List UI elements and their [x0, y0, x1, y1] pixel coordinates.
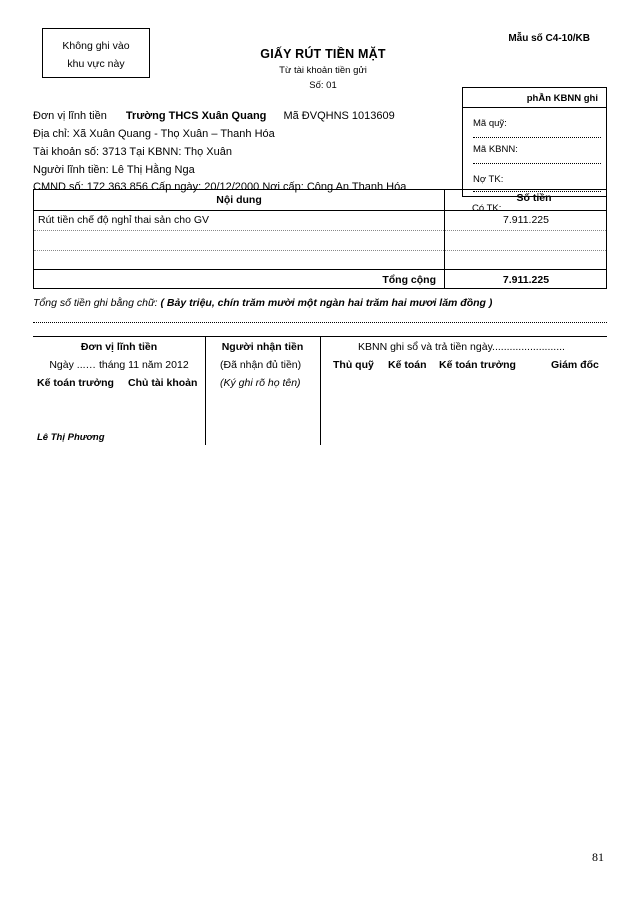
table-row-divider	[34, 230, 606, 231]
table-row-content: Rút tiền chế độ nghỉ thai sản cho GV	[38, 214, 210, 226]
kbnn-header: phẦn KBNN ghi	[463, 88, 606, 108]
table-header-divider	[34, 210, 606, 211]
unit-code: Mã ĐVQHNS 1013609	[283, 110, 395, 122]
signature-sign-note: (Ký ghi rõ họ tên)	[220, 377, 301, 389]
unit-label: Đơn vị lĩnh tiền	[33, 110, 107, 122]
signature-received-note: (Đã nhận đủ tiền)	[220, 359, 302, 371]
kbnn-code-field[interactable]	[473, 162, 601, 164]
table-row-divider	[34, 250, 606, 251]
unit-name: Trường THCS Xuân Quang	[125, 110, 267, 122]
receiver-line: Người lĩnh tiền: Lê Thị Hằng Nga	[33, 164, 195, 176]
table-header-amount: Số tiền	[516, 192, 552, 204]
kbnn-credit-account-label: Có TK:	[472, 203, 502, 214]
signature-date: Ngày ...… tháng 11 năm 2012	[49, 359, 189, 371]
signature-receiver-title: Người nhận tiền	[221, 341, 304, 353]
table-header-content: Nội dung	[216, 194, 262, 206]
document-subtitle: Từ tài khoản tiền gửi	[279, 65, 367, 76]
signature-kbnn-accountant: Kế toán	[388, 359, 427, 371]
document-title: GIẤY RÚT TIỀN MẶT	[260, 47, 386, 61]
signature-cashier: Thủ quỹ	[333, 359, 374, 371]
signature-kbnn-chief-accountant: Kế toán trưởng	[439, 359, 516, 371]
signature-chief-accountant: Kế toán trưởng	[37, 377, 114, 389]
unit-line	[33, 110, 395, 122]
kbnn-debit-account-label: Nợ TK:	[473, 174, 504, 185]
table-row-amount: 7.911.225	[503, 214, 549, 226]
kbnn-fund-code-label: Mã quỹ:	[473, 118, 507, 129]
signature-kbnn-note: KBNN ghi sổ và trả tiền ngày.........................	[358, 341, 565, 353]
signature-unit-title: Đơn vị lĩnh tiền	[80, 341, 158, 353]
signature-account-owner: Chủ tài khoản	[128, 377, 198, 389]
signature-accountant-name: Lê Thị Phương	[37, 432, 105, 443]
amount-in-words	[33, 297, 492, 309]
kbnn-fund-code-field[interactable]	[473, 136, 601, 138]
kbnn-section-box	[462, 87, 607, 197]
signature-director: Giám đốc	[551, 359, 599, 371]
page-number: 81	[592, 850, 604, 864]
no-write-line-2: khu vực này	[67, 58, 125, 70]
signature-divider	[320, 337, 321, 445]
no-write-line-1: Không ghi vào	[62, 40, 130, 52]
table-total-amount: 7.911.225	[502, 274, 550, 286]
form-number: Mẫu số C4-10/KB	[508, 33, 590, 44]
id-card-line: CMND số: 172 363 856 Cấp ngày: 20/12/2000 Nơi cấp: Công An Thanh Hóa	[33, 181, 407, 193]
kbnn-code-label: Mã KBNN:	[473, 144, 518, 155]
signature-divider	[205, 337, 206, 445]
content-table	[33, 189, 607, 289]
amount-in-words-value: ( Bảy triệu, chín trăm mười một ngàn hai trăm hai mươi lăm đồng )	[157, 297, 493, 309]
document-number: Số: 01	[309, 80, 337, 91]
table-total-label: Tổng cộng	[382, 274, 436, 286]
amount-in-words-label: Tổng số tiền ghi bằng chữ:	[33, 297, 158, 309]
table-total-divider	[34, 269, 606, 270]
account-line: Tài khoản số: 3713 Tại KBNN: Thọ Xuân	[33, 146, 232, 158]
address-line: Địa chỉ: Xã Xuân Quang - Thọ Xuân – Thanh Hóa	[33, 128, 275, 140]
dotted-line	[33, 321, 607, 323]
